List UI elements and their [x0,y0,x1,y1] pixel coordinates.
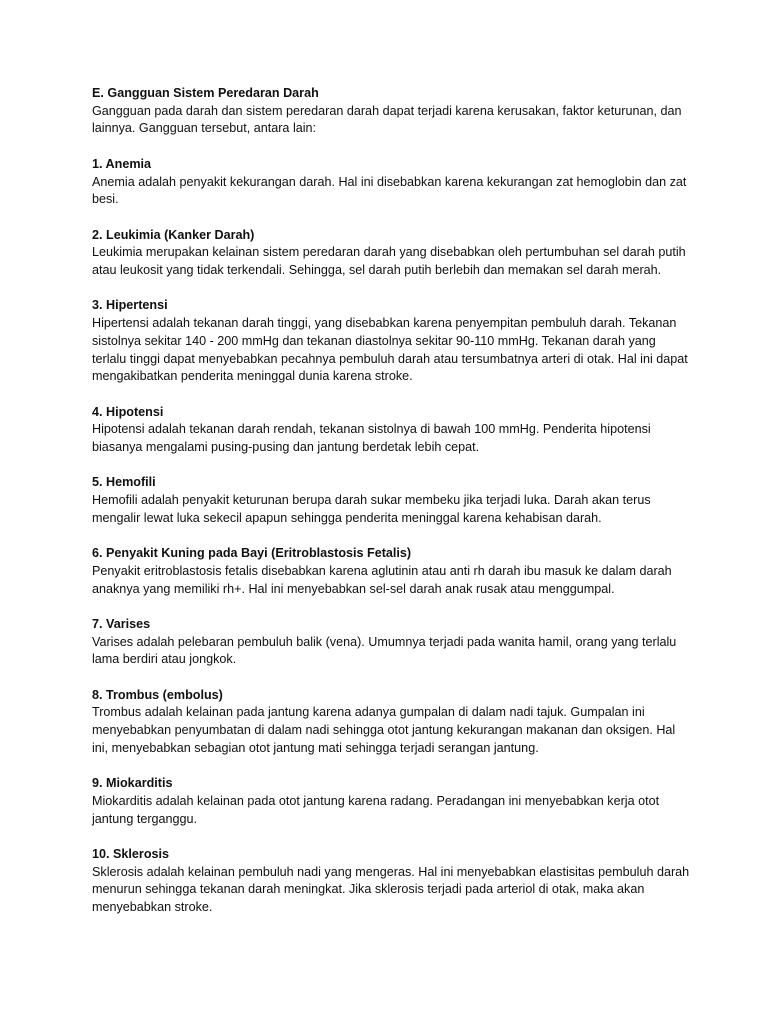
intro-block [92,85,692,138]
section-heading: 4. Hipotensi [92,404,164,419]
document-body [92,85,692,935]
section-text: Trombus adalah kelainan pada jantung karena adanya gumpalan di dalam nadi tajuk. Gumpalan ini menyebabkan penyumbatan di dalam nadi sehingga otot jantung kekurangan makanan dan oksigen. Hal ini, menyebabkan sebagian otot jantung mati sehingga terjadi serangan jantung. [92,705,676,755]
section-heading: 5. Hemofili [92,475,156,490]
section-miokarditis [92,775,692,828]
section-hemofili [92,474,692,527]
section-sklerosis [92,846,692,917]
section-text: Miokarditis adalah kelainan pada otot jantung karena radang. Peradangan ini menyebabkan kerja otot jantung terganggu. [92,793,660,826]
section-trombus [92,687,692,758]
section-heading: 3. Hipertensi [92,298,168,313]
section-text: Sklerosis adalah kelainan pembuluh nadi yang mengeras. Hal ini menyebabkan elastisitas pembuluh darah menurun sehingga tekanan darah meningkat. Jika sklerosis terjadi pada arteriol di otak, maka akan menyebabkan stroke. [92,864,690,915]
section-heading: 7. Varises [92,616,151,631]
document-title: E. Gangguan Sistem Peredaran Darah [92,86,319,100]
section-text: Penyakit eritroblastosis fetalis disebabkan karena aglutinin atau anti rh darah ibu masuk ke dalam darah anaknya yang memiliki rh+. Hal ini menyebabkan sel-sel darah anak rusak atau menggumpal. [92,563,672,596]
section-heading: 9. Miokarditis [92,776,173,791]
intro-paragraph: Gangguan pada darah dan sistem peredaran darah dapat terjadi karena kerusakan, faktor keturunan, dan lainnya. Gangguan tersebut, antara lain: [92,103,682,136]
section-varises [92,616,692,669]
section-heading: 6. Penyakit Kuning pada Bayi (Eritroblastosis Fetalis) [92,546,412,561]
section-heading: 1. Anemia [92,156,152,171]
section-heading: 10. Sklerosis [92,847,170,862]
section-hipertensi [92,297,692,386]
section-text: Leukimia merupakan kelainan sistem peredaran darah yang disebabkan oleh pertumbuhan sel darah putih atau leukosit yang tidak terkendali. Sehingga, sel darah putih berlebih dan memakan sel darah merah. [92,245,686,277]
section-eritroblastosis [92,545,692,598]
section-text: Varises adalah pelebaran pembuluh balik (vena). Umumnya terjadi pada wanita hamil, orang yang terlalu lama berdiri atau jongkok. [92,634,677,667]
section-heading: 2. Leukimia (Kanker Darah) [92,227,255,242]
section-heading: 8. Trombus (embolus) [92,687,223,702]
section-text: Hemofili adalah penyakit keturunan berupa darah sukar membeku jika terjadi luka. Darah akan terus mengalir lewat luka sekecil apapun sehingga penderita meninggal karena kehabisan darah. [92,493,651,525]
section-anemia [92,156,692,209]
section-text: Anemia adalah penyakit kekurangan darah. Hal ini disebabkan karena kekurangan zat hemoglobin dan zat besi. [92,174,687,207]
section-text: Hipotensi adalah tekanan darah rendah, tekanan sistolnya di bawah 100 mmHg. Penderita hipotensi biasanya mengalami pusing-pusing dan jantung berdetak lebih cepat. [92,422,651,454]
section-hipotensi [92,404,692,457]
section-text: Hipertensi adalah tekanan darah tinggi, yang disebabkan karena penyempitan pembuluh darah. Tekanan sistolnya sekitar 140 - 200 mmHg dan tekanan diastolnya sekitar 90-110 mmHg. Tekanan darah yang terlalu tinggi dapat menyebabkan pecahnya pembuluh darah atau tersumbatnya arteri di otak. Hal ini dapat mengakibatkan penderita meninggal dunia karena stroke. [92,316,688,384]
section-leukimia [92,227,692,280]
